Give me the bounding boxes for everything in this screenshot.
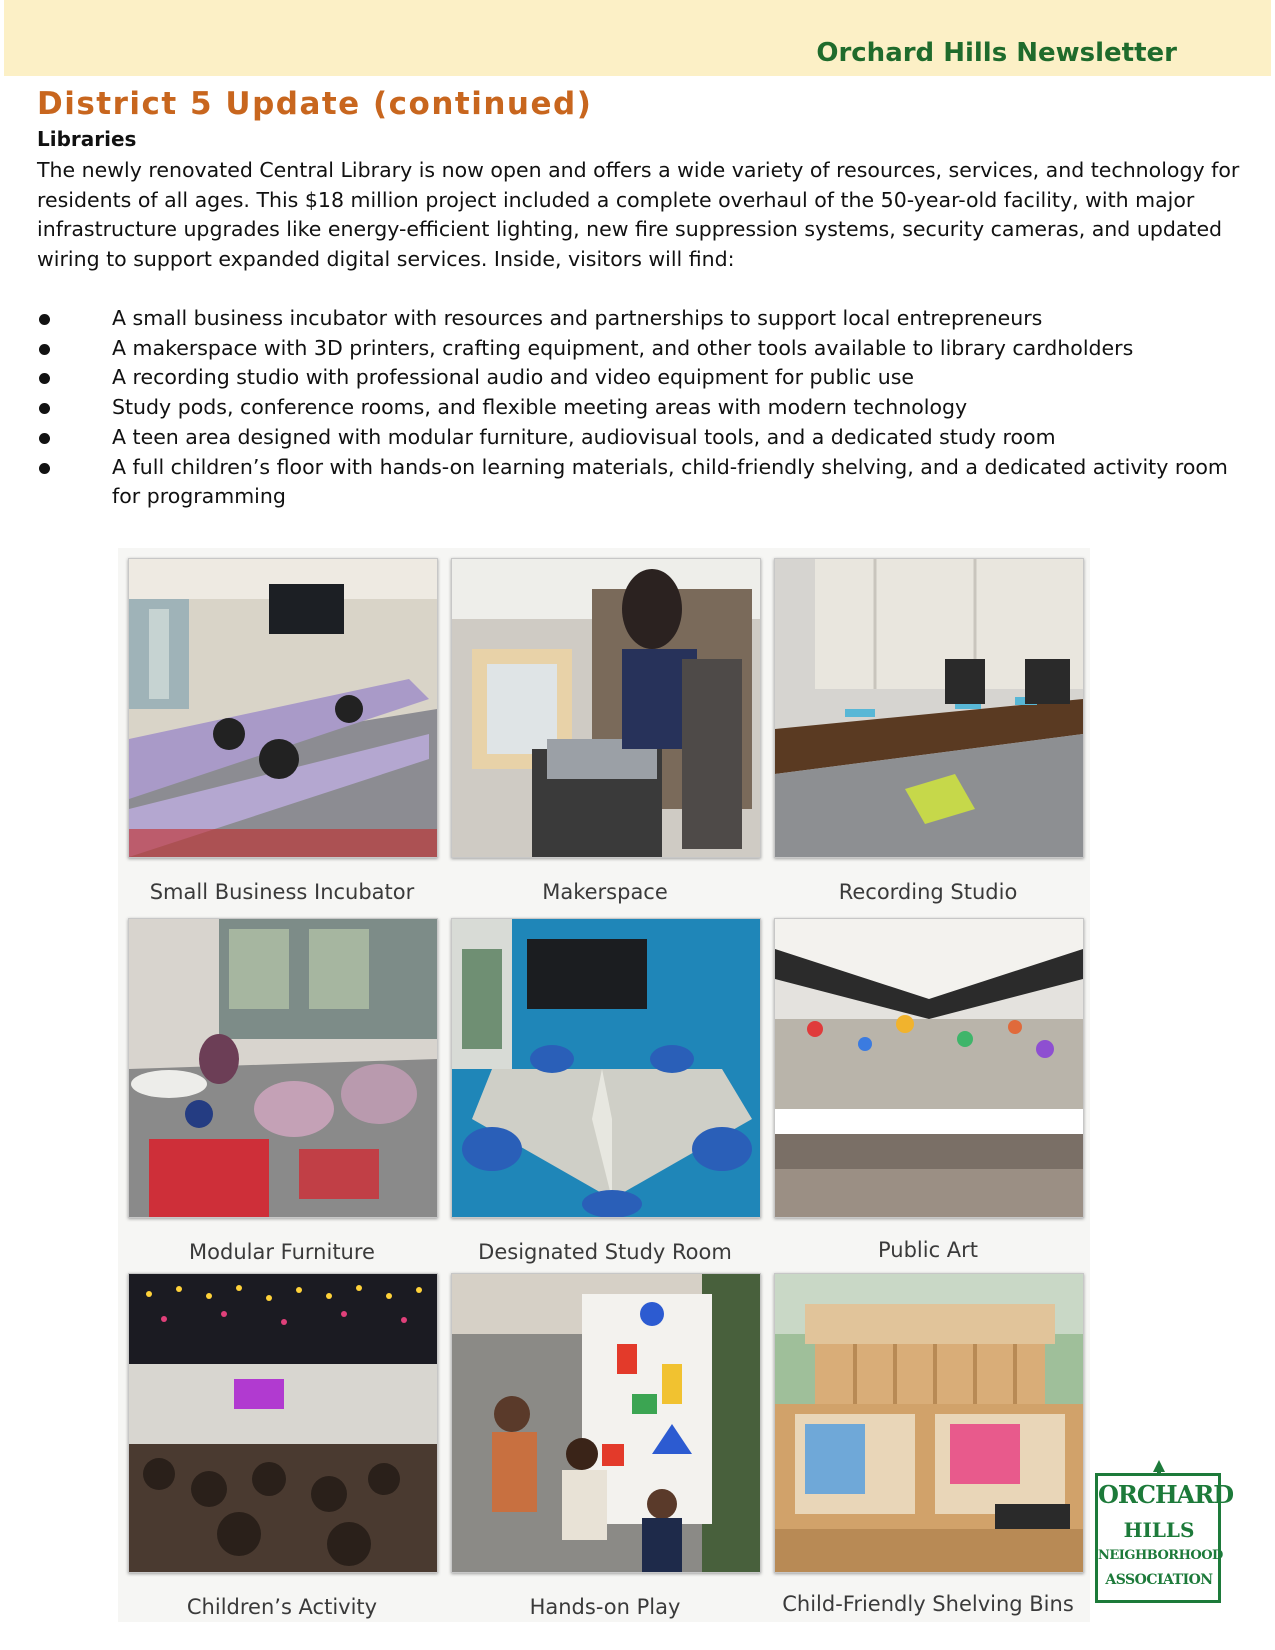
makerspace-photo — [451, 558, 761, 858]
photo-caption: Public Art — [877, 1238, 979, 1262]
list-item — [37, 334, 1252, 364]
studio-photo — [774, 558, 1084, 858]
photo-caption: Makerspace — [542, 880, 668, 904]
atrium-art-photo — [774, 918, 1084, 1218]
bullet-icon — [39, 373, 50, 384]
event-crowd-photo — [128, 1273, 438, 1573]
newsletter-title: Orchard Hills Newsletter — [816, 38, 1177, 68]
section-subtitle: Libraries — [37, 127, 137, 151]
list-item-text: A recording studio with professional audio and video equipment for public use — [112, 365, 915, 390]
photo-caption: Small Business Incubator — [149, 880, 415, 904]
photo-caption: Designated Study Room — [478, 1240, 732, 1264]
photo-caption: Hands-on Play — [529, 1595, 681, 1619]
bullet-icon — [39, 314, 50, 325]
book-bins-photo — [774, 1273, 1084, 1573]
feature-list — [37, 304, 1252, 512]
list-item-text: Study pods, conference rooms, and flexible meeting areas with modern technology — [112, 395, 968, 420]
logo-text: ASSOCIATION — [1105, 1572, 1213, 1588]
list-item — [37, 423, 1252, 453]
list-item-text: A teen area designed with modular furniture, audiovisual tools, and a dedicated study room — [112, 424, 1056, 449]
list-item — [37, 363, 1252, 393]
list-item-text: A makerspace with 3D printers, crafting equipment, and other tools available to library cardholders — [112, 335, 1134, 360]
list-item-text: A full children’s floor with hands-on learning materials, child-friendly shelving, and a dedicated activity room for programming — [112, 454, 1228, 509]
photo-caption: Child-Friendly Shelving Bins — [782, 1592, 1074, 1616]
list-item — [37, 393, 1252, 423]
photo-caption: Children’s Activity — [186, 1595, 378, 1619]
bullet-icon — [39, 433, 50, 444]
photo-caption: Modular Furniture — [189, 1240, 375, 1264]
bullet-icon — [39, 463, 50, 474]
bullet-icon — [39, 403, 50, 414]
list-item — [37, 453, 1252, 512]
logo-text: HILLS — [1123, 1518, 1195, 1542]
section-title: District 5 Update (continued) — [37, 86, 593, 122]
magnet-wall-photo — [451, 1273, 761, 1573]
classroom-photo — [128, 558, 438, 858]
intro-paragraph: The newly renovated Central Library is now open and offers a wide variety of resources, services, and technology for residents of all ages. This $18 million project included a complete overhaul of the 50-year-old facility, with major infrastructure upgrades like energy-efficient lighting, new fire suppression systems, security cameras, and updated wiring to support expanded digital services. Inside, visitors will find: — [37, 158, 1240, 272]
bullet-icon — [39, 344, 50, 355]
study-room-photo — [451, 918, 761, 1218]
association-logo — [1095, 1460, 1234, 1605]
logo-text: NEIGHBORHOOD — [1098, 1548, 1223, 1563]
logo-frame — [1095, 1473, 1234, 1603]
list-item-text: A small business incubator with resources and partnerships to support local entrepreneurs — [112, 306, 1043, 330]
logo-text: ORCHARD — [1098, 1480, 1234, 1509]
photo-caption: Recording Studio — [838, 880, 1018, 904]
list-item — [37, 304, 1252, 334]
lounge-photo — [128, 918, 438, 1218]
